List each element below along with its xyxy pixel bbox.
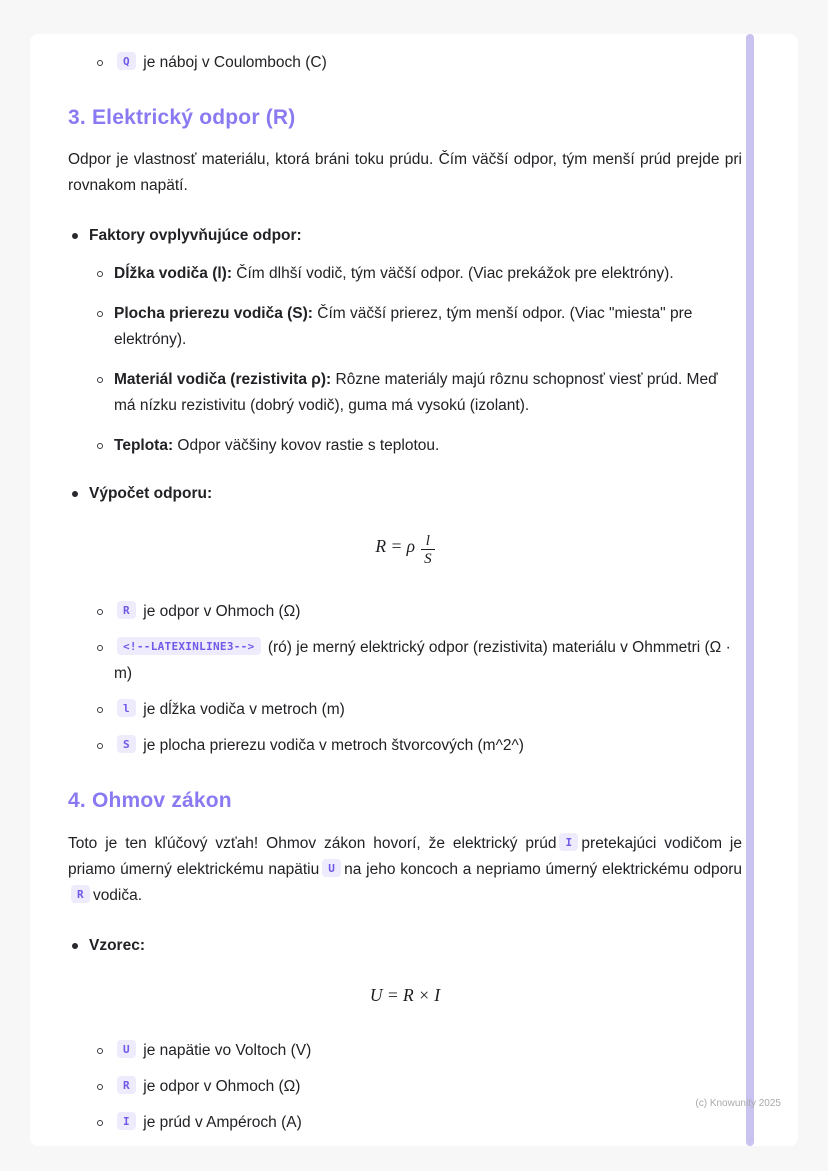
legend-text: je prúd v Ampéroch (A) [138, 1113, 302, 1131]
watermark: (c) Knowunity 2025 [695, 1098, 781, 1109]
paragraph-part: Toto je ten kľúčový vzťah! Ohmov zákon hovorí, že elektrický prúd [68, 834, 557, 852]
list-item-body [114, 367, 742, 419]
list-item [97, 1074, 742, 1100]
inline-code-badge: <!--LATEXINLINE3--> [117, 637, 261, 655]
legend-text: je odpor v Ohmoch (Ω) [138, 603, 301, 621]
factors-list [68, 223, 742, 507]
ohms-law-legend-list [68, 1038, 742, 1136]
circle-bullet-icon [97, 1084, 103, 1090]
factor-text: Čím väčší prierez, tým menší odpor. (Viac "miesta" pre elektróny). [114, 305, 693, 349]
circle-bullet-icon [97, 743, 103, 749]
factor-label: Materiál vodiča (rezistivita ρ): [114, 371, 332, 389]
list-item-body [114, 261, 674, 287]
scrollbar[interactable] [746, 34, 754, 1146]
inline-code-badge: I [559, 833, 578, 851]
list-item-body [114, 635, 742, 687]
factor-label: Plocha prierezu vodiča (S): [114, 305, 313, 323]
legend-text: je plocha prierezu vodiča v metroch štvorcových (m^2^) [138, 737, 524, 755]
list-item-body [114, 1038, 311, 1064]
inline-code-badge: l [117, 699, 136, 717]
list-item [72, 933, 742, 959]
list-item [97, 635, 742, 687]
fraction [421, 533, 435, 567]
inline-code-badge: R [71, 885, 90, 903]
list-item-body [114, 1110, 302, 1136]
circle-bullet-icon [97, 60, 103, 66]
list-item [97, 367, 742, 419]
factor-text: Odpor väčšiny kovov rastie s teplotou. [173, 437, 440, 455]
list-item-body [114, 733, 524, 759]
circle-bullet-icon [97, 707, 103, 713]
inline-code-badge: R [117, 1076, 136, 1094]
legend-text: je odpor v Ohmoch (Ω) [138, 1077, 301, 1095]
bullet-list [68, 50, 742, 76]
factors-label: Faktory ovplyvňujúce odpor: [89, 227, 302, 245]
list-item [72, 481, 742, 507]
circle-bullet-icon [97, 645, 103, 651]
list-item-body [114, 1074, 300, 1100]
paragraph-resistance-intro: Odpor je vlastnosť materiálu, ktorá bráni toku prúdu. Čím väčší odpor, tým menší prúd prejde pri rovnakom napätí. [68, 151, 742, 195]
formula-label-list [68, 933, 742, 959]
list-item [97, 301, 742, 353]
document-card [30, 34, 798, 1146]
heading-section-4: 4. Ohmov zákon [68, 789, 232, 813]
calc-label: Výpočet odporu: [89, 485, 213, 503]
bullet-icon [72, 943, 78, 949]
list-item-body [89, 223, 302, 249]
list-item-body [89, 481, 212, 507]
inline-code-badge: S [117, 735, 136, 753]
paragraph-ohms-law [68, 831, 742, 909]
list-item-body [114, 433, 439, 459]
paragraph-part: vodiča. [92, 886, 143, 904]
inline-code-badge: I [117, 1112, 136, 1130]
circle-bullet-icon [97, 1048, 103, 1054]
circle-bullet-icon [97, 311, 103, 317]
legend-text: je napätie vo Voltoch (V) [138, 1041, 312, 1059]
heading-section-3: 3. Elektrický odpor (R) [68, 106, 296, 129]
inline-code-badge: U [117, 1040, 136, 1058]
formula-resistance [68, 533, 742, 567]
list-item [97, 50, 742, 76]
list-item-body [114, 599, 300, 625]
list-item [97, 697, 742, 723]
formula-text: U = R × I [369, 984, 441, 1005]
paragraph-part: pretekajúci vodičom je priamo úmerný elektrickému napätiu [68, 834, 742, 878]
inline-code-badge: Q [117, 52, 136, 70]
list-item [97, 433, 742, 459]
formula-ohms-law [68, 985, 742, 1006]
legend-text: je dĺžka vodiča v metroch (m) [138, 701, 345, 719]
bullet-icon [72, 233, 78, 239]
circle-bullet-icon [97, 271, 103, 277]
list-item-body [114, 697, 345, 723]
list-item [97, 1038, 742, 1064]
fraction-denominator: S [421, 549, 435, 567]
factor-label: Teplota: [114, 437, 174, 455]
list-item [97, 599, 742, 625]
list-item-body [89, 933, 145, 959]
list-item-body [114, 301, 742, 353]
vzorec-label: Vzorec: [89, 936, 145, 954]
circle-bullet-icon [97, 443, 103, 449]
factor-label: Dĺžka vodiča (l): [114, 265, 232, 283]
list-item [97, 733, 742, 759]
circle-bullet-icon [97, 377, 103, 383]
list-item [97, 261, 742, 287]
factor-text: Čím dlhší vodič, tým väčší odpor. (Viac prekážok pre elektróny). [232, 265, 674, 283]
inline-code-badge: R [117, 601, 136, 619]
list-item [72, 223, 742, 249]
list-item [97, 1110, 742, 1136]
list-item-body [114, 50, 327, 76]
paragraph-part: na jeho koncoch a nepriamo úmerný elektrickému odporu [344, 860, 742, 878]
list-item-text: je náboj v Coulomboch (C) [138, 54, 327, 71]
resistance-legend-list [68, 599, 742, 759]
bullet-icon [72, 491, 78, 497]
fraction-numerator: l [425, 533, 430, 550]
circle-bullet-icon [97, 1120, 103, 1126]
circle-bullet-icon [97, 609, 103, 615]
factor-text: Rôzne materiály majú rôznu schopnosť viesť prúd. Meď má nízku rezistivitu (dobrý vodič), guma má vysokú (izolant). [114, 371, 718, 415]
formula-lhs: R = ρ [375, 536, 416, 557]
inline-code-badge: U [322, 859, 341, 877]
legend-text: (ró) je merný elektrický odpor (rezistivita) materiálu v Ohmmetri (Ω · m) [114, 639, 731, 683]
